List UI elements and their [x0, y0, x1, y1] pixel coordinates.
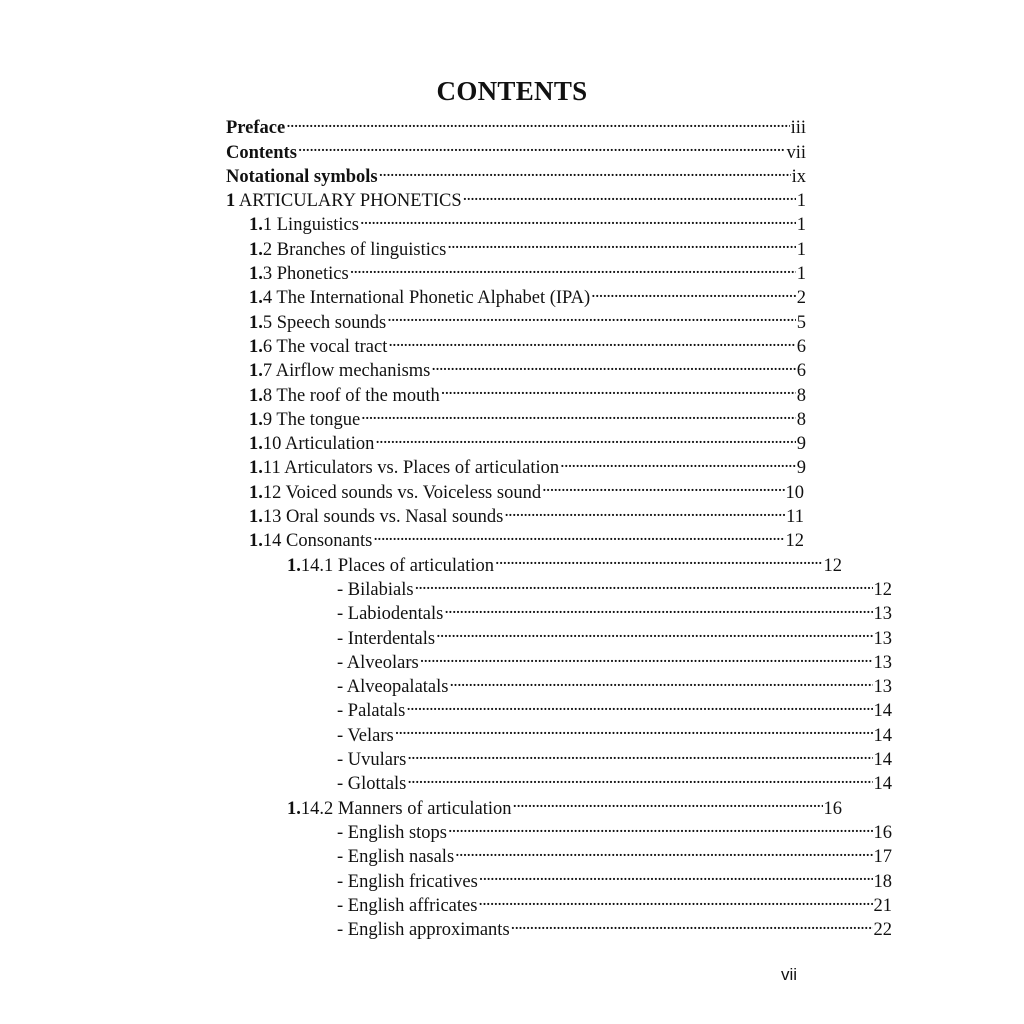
- toc-entry-item[interactable]: [226, 765, 892, 795]
- toc-entry-text: 3 Phonetics: [262, 264, 349, 285]
- toc-entry-page: 1: [796, 191, 806, 212]
- toc-entry-label: - English affricates: [337, 895, 478, 916]
- toc-entry-number: 1.: [249, 507, 263, 528]
- toc-entry-label: - Alveolars: [337, 652, 419, 673]
- dot-leader: [448, 814, 873, 838]
- dot-leader: [495, 546, 822, 570]
- toc-entry-text: 14.1 Places of articulation: [300, 555, 495, 576]
- toc-entry-page: 17: [873, 847, 892, 868]
- toc-entry-number: 1.: [249, 264, 263, 285]
- toc-entry-item[interactable]: [226, 887, 892, 916]
- toc-entry-page: ix: [791, 166, 806, 187]
- toc-entry-page: 14: [873, 774, 892, 795]
- toc-entry-section[interactable]: [226, 255, 806, 285]
- toc-entry-number: 1.: [249, 215, 263, 236]
- toc-entry-number: 1.: [249, 482, 263, 503]
- dot-leader: [513, 789, 823, 813]
- dot-leader: [431, 352, 795, 376]
- toc-entry-item[interactable]: [226, 692, 892, 722]
- dot-leader: [478, 887, 872, 911]
- dot-leader: [407, 741, 872, 765]
- toc-entry-page: 6: [796, 361, 806, 382]
- toc-entry-page: 21: [873, 895, 892, 916]
- dot-leader: [298, 133, 786, 157]
- dot-leader: [387, 303, 796, 327]
- toc-entry-text: 14.2 Manners of articulation: [300, 798, 512, 819]
- toc-entry-subsection[interactable]: [226, 546, 842, 576]
- toc-entry-text: 11 Articulators vs. Places of articulation: [262, 458, 560, 479]
- toc-entry-page: 1: [796, 239, 806, 260]
- dot-leader: [360, 206, 796, 230]
- dot-leader: [407, 765, 872, 789]
- toc-entry-number: 1.: [249, 385, 263, 406]
- toc-entry-number: 1.: [249, 239, 263, 260]
- toc-entry-page: 9: [796, 434, 806, 455]
- toc-entry-section[interactable]: [226, 449, 806, 479]
- dot-leader: [463, 182, 796, 206]
- toc-entry-text: 13 Oral sounds vs. Nasal sounds: [262, 507, 504, 528]
- toc-entry-page: 13: [873, 677, 892, 698]
- toc-entry-item[interactable]: [226, 911, 892, 941]
- dot-leader: [447, 230, 795, 254]
- toc-entry-number: 1.: [249, 434, 263, 455]
- dot-leader: [436, 619, 872, 643]
- toc-entry-number: 1.: [287, 555, 301, 576]
- toc-entry-page: 8: [796, 385, 806, 406]
- toc-entry-page: 6: [796, 336, 806, 357]
- dot-leader: [504, 498, 785, 522]
- dot-leader: [388, 328, 795, 352]
- dot-leader: [444, 595, 872, 619]
- toc-entry-label: - Uvulars: [337, 750, 407, 771]
- toc-entry-item[interactable]: [226, 595, 892, 625]
- toc-entry-item[interactable]: [226, 571, 892, 600]
- toc-entry-label: - Alveopalatals: [337, 677, 449, 698]
- toc-entry-section[interactable]: [226, 473, 804, 503]
- toc-entry-text: 7 Airflow mechanisms: [262, 361, 431, 382]
- dot-leader: [375, 425, 795, 449]
- toc-entry-section[interactable]: [226, 498, 804, 528]
- dot-leader: [449, 668, 872, 692]
- toc-entry-page: 14: [873, 701, 892, 722]
- toc-entry-section[interactable]: [226, 303, 806, 333]
- toc-entry-text: 14 Consonants: [262, 531, 373, 552]
- toc-entry-section[interactable]: [226, 352, 806, 382]
- toc-entry-label: - English fricatives: [337, 871, 478, 892]
- toc-entry-page: 18: [873, 871, 892, 892]
- toc-entry-item[interactable]: [226, 668, 892, 698]
- dot-leader: [379, 158, 791, 182]
- toc-entry-page: iii: [790, 118, 806, 139]
- toc-entry-number: 1.: [249, 531, 263, 552]
- dot-leader: [560, 449, 796, 473]
- toc-entry-label: - English nasals: [337, 847, 455, 868]
- toc-entry-label: - Glottals: [337, 774, 407, 795]
- toc-entry-page: vii: [786, 142, 806, 163]
- toc-entry-section[interactable]: [226, 401, 806, 430]
- toc-entry-item[interactable]: [226, 741, 892, 771]
- toc-entry-section[interactable]: [226, 425, 806, 455]
- toc-entry-page: 11: [786, 507, 804, 528]
- toc-entry-text: 12 Voiced sounds vs. Voiceless sound: [262, 482, 542, 503]
- toc-entry-page: 9: [796, 458, 806, 479]
- toc-entry-label: Notational symbols: [226, 166, 378, 187]
- toc-entry-text: 10 Articulation: [262, 434, 375, 455]
- toc-entry-number: 1.: [249, 458, 263, 479]
- toc-entry-label: - English approximants: [337, 920, 510, 941]
- toc-entry-page: 14: [873, 725, 892, 746]
- toc-entry-label: - Velars: [337, 725, 394, 746]
- toc-entry-text: 2 Branches of linguistics: [262, 239, 447, 260]
- toc-entry-label: - English stops: [337, 822, 447, 843]
- toc-entry-text: 9 The tongue: [262, 409, 361, 430]
- toc-entry-page: 12: [823, 555, 842, 576]
- dot-leader: [420, 644, 873, 668]
- toc-entry-page: 16: [873, 822, 892, 843]
- toc-entry-label: Contents: [226, 142, 297, 163]
- toc-entry-page: 1: [796, 264, 806, 285]
- page-number: vii: [781, 965, 798, 984]
- toc-entry-subsection[interactable]: [226, 789, 842, 819]
- dot-leader: [415, 571, 873, 595]
- toc-entry-page: 16: [823, 798, 842, 819]
- toc-entry-page: 5: [796, 312, 806, 333]
- table-of-contents: [226, 109, 892, 941]
- dot-leader: [479, 862, 873, 886]
- toc-entry-label: - Palatals: [337, 701, 406, 722]
- dot-leader: [373, 522, 784, 546]
- dot-leader: [350, 255, 796, 279]
- toc-entry-text: ARTICULARY PHONETICS: [235, 191, 462, 212]
- toc-entry-section[interactable]: [226, 328, 806, 357]
- dot-leader: [395, 716, 873, 740]
- toc-entry-page: 13: [873, 604, 892, 625]
- dot-leader: [441, 376, 796, 400]
- toc-entry-number: 1.: [249, 336, 263, 357]
- toc-entry-page: 8: [796, 409, 806, 430]
- toc-entry-section[interactable]: [226, 230, 806, 260]
- toc-entry-contents[interactable]: [226, 133, 806, 163]
- toc-entry-item[interactable]: [226, 644, 892, 673]
- toc-entry-page: 22: [873, 920, 892, 941]
- toc-entry-label: - Labiodentals: [337, 604, 444, 625]
- toc-entry-chapter-1[interactable]: [226, 182, 806, 212]
- dot-leader: [511, 911, 873, 935]
- toc-entry-section[interactable]: [226, 376, 806, 406]
- toc-entry-number: 1.: [249, 312, 263, 333]
- toc-entry-text: 8 The roof of the mouth: [262, 385, 440, 406]
- toc-entry-item[interactable]: [226, 619, 892, 649]
- toc-entry-text: 5 Speech sounds: [262, 312, 387, 333]
- toc-entry-section[interactable]: [226, 522, 804, 552]
- toc-entry-item[interactable]: [226, 716, 892, 746]
- toc-entry-page: 13: [873, 628, 892, 649]
- toc-entry-page: 1: [796, 215, 806, 236]
- dot-leader: [361, 401, 796, 425]
- toc-entry-preface[interactable]: [226, 109, 806, 139]
- toc-entry-text: 6 The vocal tract: [262, 336, 388, 357]
- toc-entry-number: 1: [226, 191, 236, 212]
- toc-entry-page: 10: [785, 482, 804, 503]
- toc-entry-section[interactable]: [226, 206, 806, 236]
- toc-entry-item[interactable]: [226, 814, 892, 843]
- toc-entry-section[interactable]: [226, 279, 806, 309]
- toc-entry-item[interactable]: [226, 862, 892, 892]
- toc-entry-page: 12: [785, 531, 804, 552]
- toc-entry-number: 1.: [287, 798, 301, 819]
- toc-entry-text: 1 Linguistics: [262, 215, 359, 236]
- toc-entry-notational-symbols[interactable]: [226, 158, 806, 187]
- dot-leader: [406, 692, 872, 716]
- dot-leader: [542, 473, 784, 497]
- toc-entry-page: 14: [873, 750, 892, 771]
- dot-leader: [591, 279, 796, 303]
- toc-entry-text: 4 The International Phonetic Alphabet (IPA): [262, 288, 591, 309]
- toc-entry-number: 1.: [249, 409, 263, 430]
- toc-entry-number: 1.: [249, 361, 263, 382]
- toc-entry-label: Preface: [226, 118, 286, 139]
- toc-entry-number: 1.: [249, 288, 263, 309]
- toc-entry-page: 2: [796, 288, 806, 309]
- toc-entry-page: 13: [873, 652, 892, 673]
- dot-leader: [455, 838, 872, 862]
- toc-entry-page: 12: [873, 579, 892, 600]
- toc-entry-label: - Bilabials: [337, 579, 414, 600]
- dot-leader: [286, 109, 789, 133]
- toc-entry-label: - Interdentals: [337, 628, 436, 649]
- page-title: CONTENTS: [436, 76, 588, 106]
- toc-entry-item[interactable]: [226, 838, 892, 868]
